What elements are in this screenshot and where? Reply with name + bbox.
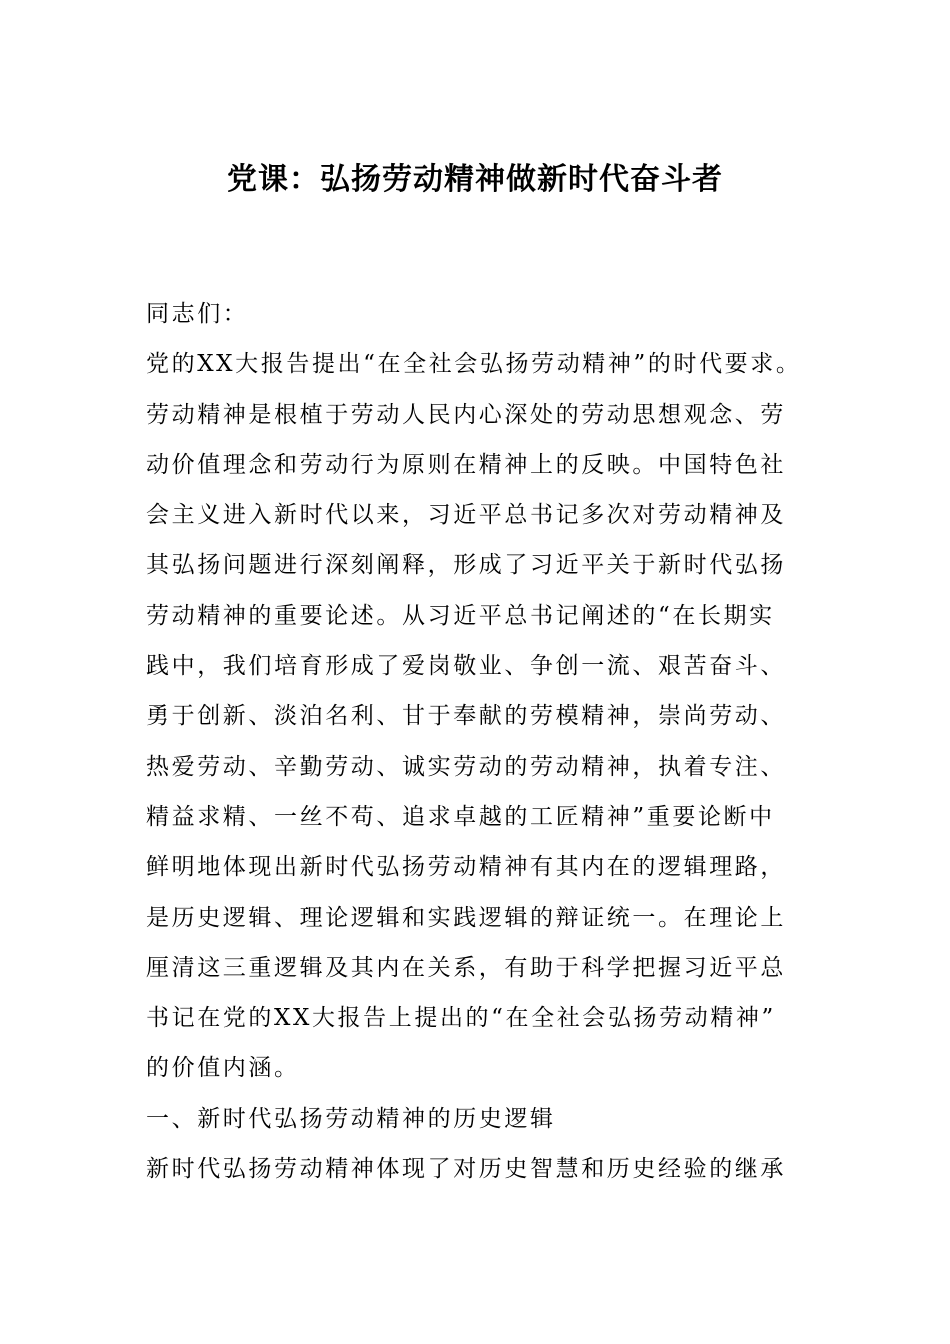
- paragraph-line: 动价值理念和劳动行为原则在精神上的反映。中国特色社: [146, 451, 786, 478]
- paragraph-line: 书记在党的XX大报告上提出的“在全社会弘扬劳动精神”: [146, 1005, 776, 1032]
- paragraph-line: 党的XX大报告提出“在全社会弘扬劳动精神”的时代要求。: [146, 351, 802, 378]
- paragraph-line: 是历史逻辑、理论逻辑和实践逻辑的辩证统一。在理论上: [146, 904, 786, 931]
- paragraph-line: 鲜明地体现出新时代弘扬劳动精神有其内在的逻辑理路，: [146, 854, 786, 881]
- paragraph-line: 的价值内涵。: [146, 1055, 300, 1082]
- paragraph-line: 其弘扬问题进行深刻阐释，形成了习近平关于新时代弘扬: [146, 552, 786, 579]
- paragraph-line: 践中，我们培育形成了爱岗敬业、争创一流、艰苦奋斗、: [146, 653, 786, 680]
- document-title: 党课：弘扬劳动精神做新时代奋斗者: [227, 162, 723, 197]
- paragraph-line: 劳动精神的重要论述。从习近平总书记阐述的“在长期实: [146, 602, 775, 629]
- paragraph-line: 勇于创新、淡泊名利、甘于奉献的劳模精神，崇尚劳动、: [146, 703, 786, 730]
- document-body: [146, 289, 836, 1194]
- paragraph-line: 新时代弘扬劳动精神体现了对历史智慧和历史经验的继承: [146, 1156, 786, 1183]
- section-heading: 一、新时代弘扬劳动精神的历史逻辑: [146, 1105, 556, 1132]
- paragraph-line: 会主义进入新时代以来，习近平总书记多次对劳动精神及: [146, 502, 786, 529]
- paragraph-line: 劳动精神是根植于劳动人民内心深处的劳动思想观念、劳: [146, 401, 786, 428]
- paragraph-line: 热爱劳动、辛勤劳动、诚实劳动的劳动精神，执着专注、: [146, 753, 786, 780]
- salutation-line: 同志们：: [146, 301, 249, 327]
- paragraph-line: 精益求精、一丝不苟、追求卓越的工匠精神”重要论断中: [146, 803, 775, 830]
- paragraph-line: 厘清这三重逻辑及其内在关系，有助于科学把握习近平总: [146, 954, 786, 981]
